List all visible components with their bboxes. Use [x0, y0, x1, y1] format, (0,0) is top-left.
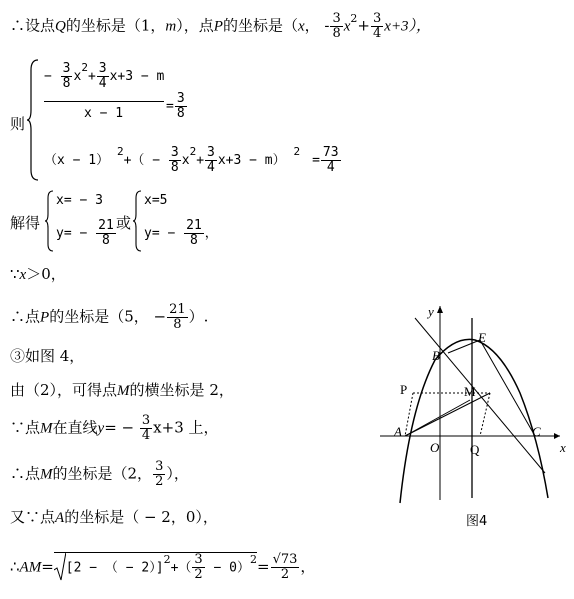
left-brace-icon	[26, 58, 40, 182]
y-axis-arrow-icon	[437, 306, 443, 313]
var-x: x	[297, 18, 305, 35]
label-b: B	[432, 348, 440, 363]
sol2-y: y= − $\frac{21}{8}$ ，	[144, 218, 218, 248]
left-brace-icon	[132, 190, 142, 252]
text: ），点	[176, 16, 214, 35]
fraction: $\frac{3}{4}$	[373, 11, 382, 41]
label-e: E	[478, 330, 486, 345]
label-x: x	[560, 440, 566, 455]
line-m-coord: ∴点M的坐标是（2， $\frac{3}{2}$ ），	[10, 459, 189, 489]
var-q: Q	[55, 18, 66, 35]
sol2-x: x=5	[144, 193, 168, 208]
radical-icon	[54, 552, 66, 582]
fraction: $\frac{3}{8}$	[332, 11, 341, 41]
eq1-rhs: = $\frac{3}{8}$	[166, 91, 185, 121]
text: +	[357, 16, 370, 35]
label-a: A	[394, 424, 402, 439]
text: 的坐标是（	[222, 16, 298, 35]
label-p: P	[400, 382, 408, 397]
line-m-on: ∵点M在直线y= − $\frac{3}{4}$ x+3 上，	[10, 413, 219, 443]
line-ec	[480, 340, 535, 436]
sqrt-radical: [2 − （ − 2）]$^2$+（ $\frac{3}{2}$ − 0）$^2$	[54, 552, 257, 582]
line-a-coord: 又∵点A的坐标是（ − 2，0），	[10, 508, 218, 526]
line-part3: ③如图 4，	[10, 347, 85, 365]
sol1-x: x= − 3	[56, 193, 103, 208]
or-text: 或	[116, 214, 132, 232]
text: ∴设点	[10, 16, 56, 35]
line-m-x: 由（2），可得点M的横坐标是 2，	[10, 381, 234, 399]
eq1-numerator: − $\frac{3}{8}$ $x^2+$ $\frac{3}{4}$ x+3 − m	[44, 61, 165, 91]
label-o: O	[430, 440, 440, 455]
label-y: y	[428, 304, 434, 319]
label-m: M	[464, 384, 476, 399]
text: ， -	[304, 16, 330, 35]
sol1-y: y= − $\frac{21}{8}$	[56, 218, 114, 248]
line-point-q-p	[10, 12, 431, 41]
line-a-m2	[405, 393, 490, 436]
ze-label: 则	[10, 115, 26, 133]
parabola	[400, 339, 548, 503]
line-be	[448, 340, 480, 353]
line-since-x: ∵x＞0，	[10, 265, 66, 283]
var-x: x	[343, 18, 351, 35]
figure-caption: 图4	[466, 514, 488, 529]
var-p: P	[213, 18, 223, 35]
left-brace-icon	[44, 190, 54, 252]
eq2: （x − 1） $^2$+（ − $\frac{3}{8}$ $x^2+$ $\frac{3}{4}$ x+3 − m） $^2$= $\frac{73}{4}$	[44, 145, 339, 175]
eq1-fraction-bar	[44, 101, 164, 102]
text: x+3），	[384, 18, 432, 35]
eq1-denominator: x − 1	[84, 106, 124, 121]
dotted-q	[480, 393, 490, 436]
exponent: 2	[350, 11, 358, 25]
figure-4-diagram	[380, 298, 570, 508]
line-point-p: ∴点P的坐标是（5， − $\frac{21}{8}$ ）.	[10, 302, 209, 332]
solve-label: 解得	[10, 214, 41, 232]
label-c: C	[532, 424, 541, 439]
text: 的坐标是（1，	[65, 16, 166, 35]
label-q: Q	[470, 442, 480, 457]
line-am: ∴AM= [2 − （ − 2）]$^2$+（ $\frac{3}{2}$ − 0）$^2$= $\frac{√73}{2}$ ，	[10, 552, 316, 582]
var-m: m	[165, 18, 177, 35]
x-axis-arrow-icon	[554, 433, 560, 439]
